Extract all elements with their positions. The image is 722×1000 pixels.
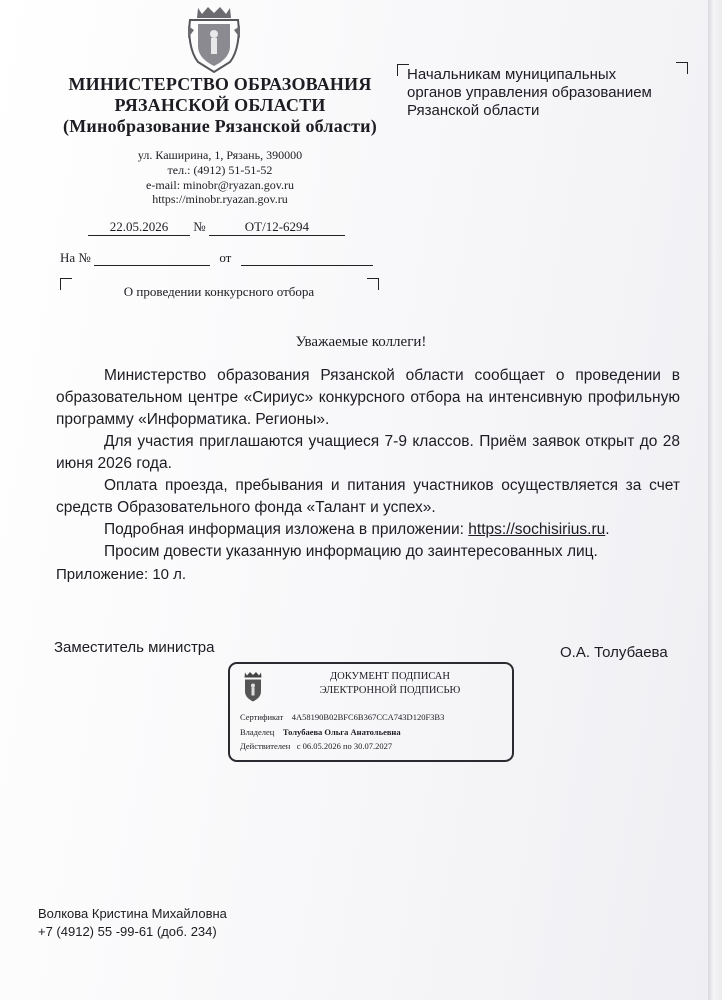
org-email: e-mail: minobr@ryazan.gov.ru (146, 178, 294, 192)
reply-number-blank (94, 251, 210, 266)
reply-date-blank (241, 251, 373, 266)
stamp-cert-label: Сертификат (240, 712, 284, 722)
signer-position: Заместитель министра (54, 639, 215, 656)
body-paragraph-3: Оплата проезда, пребывания и питания участников осуществляется за счет средств Образовательного фонда «Талант и успех». (56, 477, 680, 516)
letter-subject: О проведении конкурсного отбора (123, 284, 315, 299)
signer-name: О.А. Толубаева (560, 644, 668, 661)
stamp-line1: ДОКУМЕНТ ПОДПИСАН (330, 671, 450, 682)
coat-of-arms-icon (184, 4, 244, 74)
body-p4-suffix: . (605, 521, 610, 538)
page-edge-shadow (708, 0, 722, 1000)
stamp-cert-value: 4A58190B02BFC6B367CCA743D120F3B3 (291, 712, 445, 722)
body-paragraph-4 (56, 519, 680, 541)
body-paragraph-1: Министерство образования Рязанской области сообщает о проведении в образовательном центре «Сириус» конкурсного отбора на интенсивную профильную программу «Информатика. Регионы». (56, 367, 680, 428)
body-paragraph-2: Для участия приглашаются учащиеся 7-9 классов. Приём заявок открыт до 28 июня 2026 года. (56, 433, 680, 472)
stamp-valid-value: с 06.05.2026 по 30.07.2027 (296, 741, 393, 751)
addressee-line3: Рязанской области (407, 102, 540, 119)
attachment-note: Приложение: 10 л. (56, 566, 187, 583)
number-label: № (193, 219, 206, 234)
addressee-block (407, 66, 697, 120)
outgoing-reference (88, 219, 345, 236)
stamp-validity-row (240, 741, 392, 751)
salutation: Уважаемые коллеги! (295, 334, 427, 350)
reply-reference (60, 250, 373, 266)
letter-date: 22.05.2026 (88, 219, 190, 236)
addressee-line2: органов управления образованием (407, 84, 652, 101)
body-paragraph-5: Просим довести указанную информацию до заинтересованных лиц. (104, 543, 598, 560)
from-label: от (219, 250, 232, 265)
org-phone: тел.: (4912) 51-51-52 (167, 163, 273, 177)
stamp-line2: ЭЛЕКТРОННОЙ ПОДПИСЬЮ (319, 685, 461, 696)
body-p4-prefix: Подробная информация изложена в приложении: (104, 521, 469, 538)
letter-body (56, 365, 680, 563)
e-signature-stamp (228, 662, 514, 762)
stamp-owner-row (240, 727, 401, 737)
executor-name: Волкова Кристина Михайловна (38, 906, 227, 921)
org-website: https://minobr.ryazan.gov.ru (152, 192, 288, 206)
stamp-certificate-row (240, 712, 444, 722)
org-name-line2: РЯЗАНСКОЙ ОБЛАСТИ (114, 95, 326, 115)
addressee-line1: Начальникам муниципальных (407, 66, 617, 83)
stamp-coat-of-arms-icon (238, 670, 268, 706)
sirius-link[interactable]: https://sochisirius.ru (468, 521, 606, 538)
stamp-valid-label: Действителен (240, 741, 291, 751)
letter-number: ОТ/12-6294 (209, 219, 345, 236)
reply-to-label: На № (60, 250, 91, 265)
stamp-owner-value: Толубаева Ольга Анатольевна (282, 727, 401, 737)
stamp-owner-label: Владелец (240, 727, 275, 737)
org-address: ул. Каширина, 1, Рязань, 390000 (137, 148, 303, 162)
org-short-name: (Минобразование Рязанской области) (63, 116, 377, 136)
org-name-line1: МИНИСТЕРСТВО ОБРАЗОВАНИЯ (68, 74, 372, 94)
executor-phone: +7 (4912) 55 -99-61 (доб. 234) (38, 924, 217, 939)
